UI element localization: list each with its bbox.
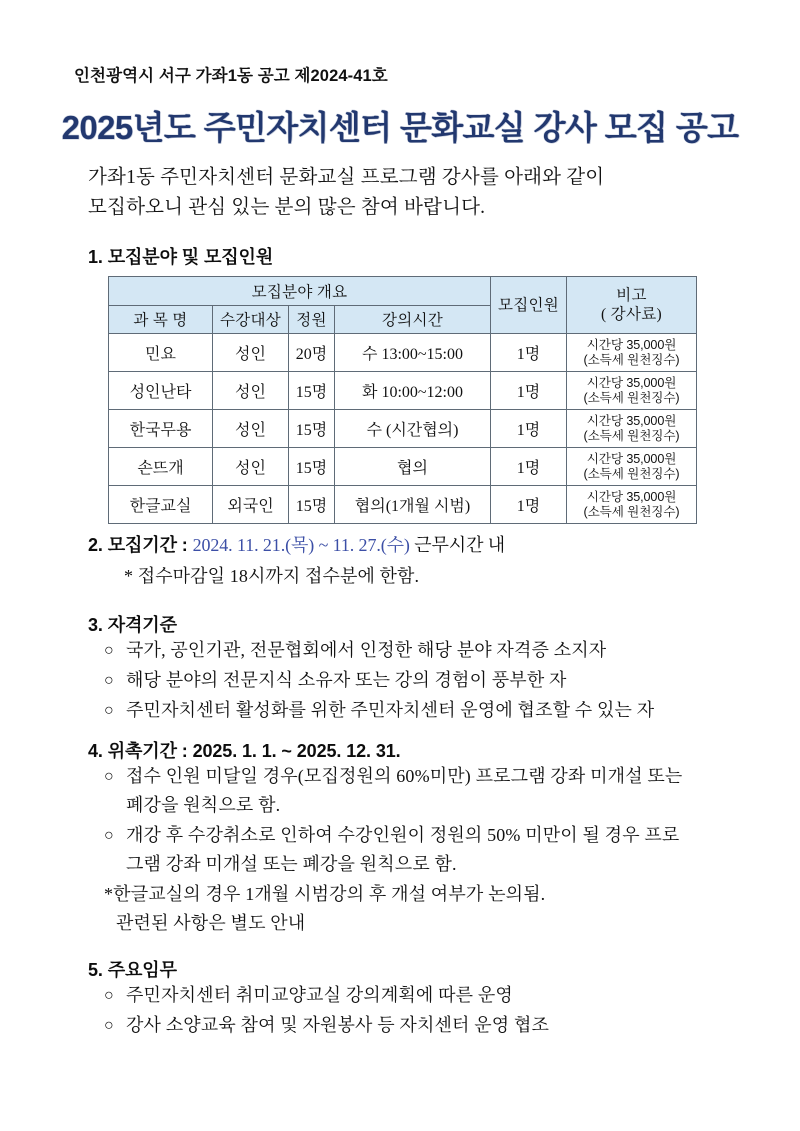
table-header-remark-line2: ( 강사료) <box>601 306 662 323</box>
cell-fee-line1: 시간당 35,000원 <box>586 414 677 428</box>
cell-fee-line2: (소득세 원천징수) <box>583 504 680 519</box>
cell-target: 성인 <box>213 448 289 486</box>
cell-subject: 한국무용 <box>109 410 213 448</box>
section-4-heading <box>88 737 401 763</box>
cell-recruit-count: 1명 <box>491 372 567 410</box>
section-3-heading: 3. 자격기준 <box>88 615 177 635</box>
list-item-line-1: 개강 후 수강취소로 인하여 수강인원이 정원의 50% 미만이 될 경우 프로 <box>126 825 680 845</box>
cell-fee-line2: (소득세 원천징수) <box>583 428 680 443</box>
cell-capacity: 15명 <box>289 410 335 448</box>
section-4-note-line-2: 관련된 사항은 별도 안내 <box>116 913 306 933</box>
table-row <box>109 486 697 524</box>
list-item-label: 주민자치센터 활성화를 위한 주민자치센터 운영에 협조할 수 있는 자 <box>126 700 655 720</box>
cell-recruit-count: 1명 <box>491 448 567 486</box>
table-header-remark <box>567 277 697 334</box>
cell-fee <box>567 410 697 448</box>
cell-fee-line2: (소득세 원천징수) <box>583 466 680 481</box>
cell-target: 성인 <box>213 410 289 448</box>
table-header-subject: 과 목 명 <box>109 305 213 334</box>
cell-subject: 손뜨개 <box>109 448 213 486</box>
cell-fee <box>567 486 697 524</box>
cell-capacity: 15명 <box>289 372 335 410</box>
circle-bullet-icon: ○ <box>104 1017 114 1034</box>
section-4-list <box>104 762 744 938</box>
document-number-line: 인천광역시 서구 가좌1동 공고 제2024-41호 <box>74 67 388 85</box>
list-item-label <box>126 821 744 879</box>
page-title: 2025년도 주민자치센터 문화교실 강사 모집 공고 <box>61 109 739 146</box>
cell-subject: 민요 <box>109 334 213 372</box>
section-2-tail: 근무시간 내 <box>409 535 506 555</box>
section-2-note-block <box>124 562 419 591</box>
table-header-remark-line1: 비고 <box>616 287 647 304</box>
section-5-list <box>104 981 724 1041</box>
circle-bullet-icon: ○ <box>104 827 114 844</box>
list-item-line-1: 접수 인원 미달일 경우(모집정원의 60%미만) 프로그램 강좌 미개설 또는 <box>126 766 683 786</box>
section-4-period: 2025. 1. 1. ~ 2025. 12. 31. <box>192 741 401 761</box>
circle-bullet-icon: ○ <box>104 702 114 719</box>
table-header-row-group <box>109 277 697 306</box>
cell-capacity: 15명 <box>289 486 335 524</box>
recruitment-table-wrapper <box>108 276 697 524</box>
list-item <box>104 762 744 820</box>
cell-class-time: 협의(1개월 시범) <box>335 486 491 524</box>
intro-line-2: 모집하오니 관심 있는 분의 많은 참여 바랍니다. <box>88 197 486 218</box>
table-header-recruit-count: 모집인원 <box>491 277 567 334</box>
table-header-class-time: 강의시간 <box>335 305 491 334</box>
intro-paragraph <box>88 163 728 223</box>
list-item <box>104 666 724 695</box>
section-4-note-line-1: *한글교실의 경우 1개월 시범강의 후 개설 여부가 논의됨. <box>104 884 546 904</box>
cell-recruit-count: 1명 <box>491 334 567 372</box>
table-row <box>109 410 697 448</box>
list-item <box>104 636 724 665</box>
circle-bullet-icon: ○ <box>104 987 114 1004</box>
list-item-label: 주민자치센터 취미교양교실 강의계획에 따른 운영 <box>126 985 513 1005</box>
section-2-heading <box>88 531 505 557</box>
section-2-label: 2. 모집기간 : <box>88 535 193 555</box>
list-item-label <box>126 762 744 820</box>
cell-fee <box>567 448 697 486</box>
cell-fee-line1: 시간당 35,000원 <box>586 452 677 466</box>
list-item <box>104 696 724 725</box>
circle-bullet-icon: ○ <box>104 672 114 689</box>
section-4-label: 4. 위촉기간 : <box>88 741 193 761</box>
cell-capacity: 15명 <box>289 448 335 486</box>
cell-capacity: 20명 <box>289 334 335 372</box>
section-5-heading: 5. 주요임무 <box>88 960 177 980</box>
section-1-heading: 1. 모집분야 및 모집인원 <box>88 247 274 267</box>
table-header-target: 수강대상 <box>213 305 289 334</box>
table-row <box>109 448 697 486</box>
table-row <box>109 372 697 410</box>
list-item <box>104 1011 724 1040</box>
cell-target: 성인 <box>213 334 289 372</box>
cell-class-time: 화 10:00~12:00 <box>335 372 491 410</box>
cell-subject: 성인난타 <box>109 372 213 410</box>
list-item-label: 해당 분야의 전문지식 소유자 또는 강의 경험이 풍부한 자 <box>126 670 567 690</box>
section-2-date-range: 2024. 11. 21.(목) ~ 11. 27.(수) <box>192 535 410 555</box>
circle-bullet-icon: ○ <box>104 642 114 659</box>
section-2-note: * 접수마감일 18시까지 접수분에 한함. <box>124 566 420 586</box>
section-3-list <box>104 636 724 726</box>
cell-class-time: 수 (시간협의) <box>335 410 491 448</box>
recruitment-table-body <box>109 334 697 524</box>
list-item-line-2: 폐강을 원칙으로 함. <box>126 795 281 815</box>
cell-fee-line2: (소득세 원천징수) <box>583 390 680 405</box>
cell-fee-line2: (소득세 원천징수) <box>583 352 680 367</box>
cell-class-time: 수 13:00~15:00 <box>335 334 491 372</box>
list-item <box>104 981 724 1010</box>
cell-subject: 한글교실 <box>109 486 213 524</box>
intro-line-1: 가좌1동 주민자치센터 문화교실 프로그램 강사를 아래와 같이 <box>88 167 605 188</box>
cell-fee <box>567 372 697 410</box>
cell-fee <box>567 334 697 372</box>
list-item <box>104 821 744 879</box>
cell-class-time: 협의 <box>335 448 491 486</box>
cell-target: 성인 <box>213 372 289 410</box>
list-item-label: 강사 소양교육 참여 및 자원봉사 등 자치센터 운영 협조 <box>126 1015 550 1035</box>
table-row <box>109 334 697 372</box>
cell-recruit-count: 1명 <box>491 486 567 524</box>
table-header-capacity: 정원 <box>289 305 335 334</box>
cell-recruit-count: 1명 <box>491 410 567 448</box>
cell-fee-line1: 시간당 35,000원 <box>586 338 677 352</box>
cell-target: 외국인 <box>213 486 289 524</box>
cell-fee-line1: 시간당 35,000원 <box>586 490 677 504</box>
circle-bullet-icon: ○ <box>104 768 114 785</box>
cell-fee-line1: 시간당 35,000원 <box>586 376 677 390</box>
table-header-group-recruit-overview: 모집분야 개요 <box>109 277 491 306</box>
list-item-label: 국가, 공인기관, 전문협회에서 인정한 해당 분야 자격증 소지자 <box>126 640 607 660</box>
list-item-line-2: 그램 강좌 미개설 또는 폐강을 원칙으로 함. <box>126 854 457 874</box>
recruitment-table <box>108 276 697 524</box>
